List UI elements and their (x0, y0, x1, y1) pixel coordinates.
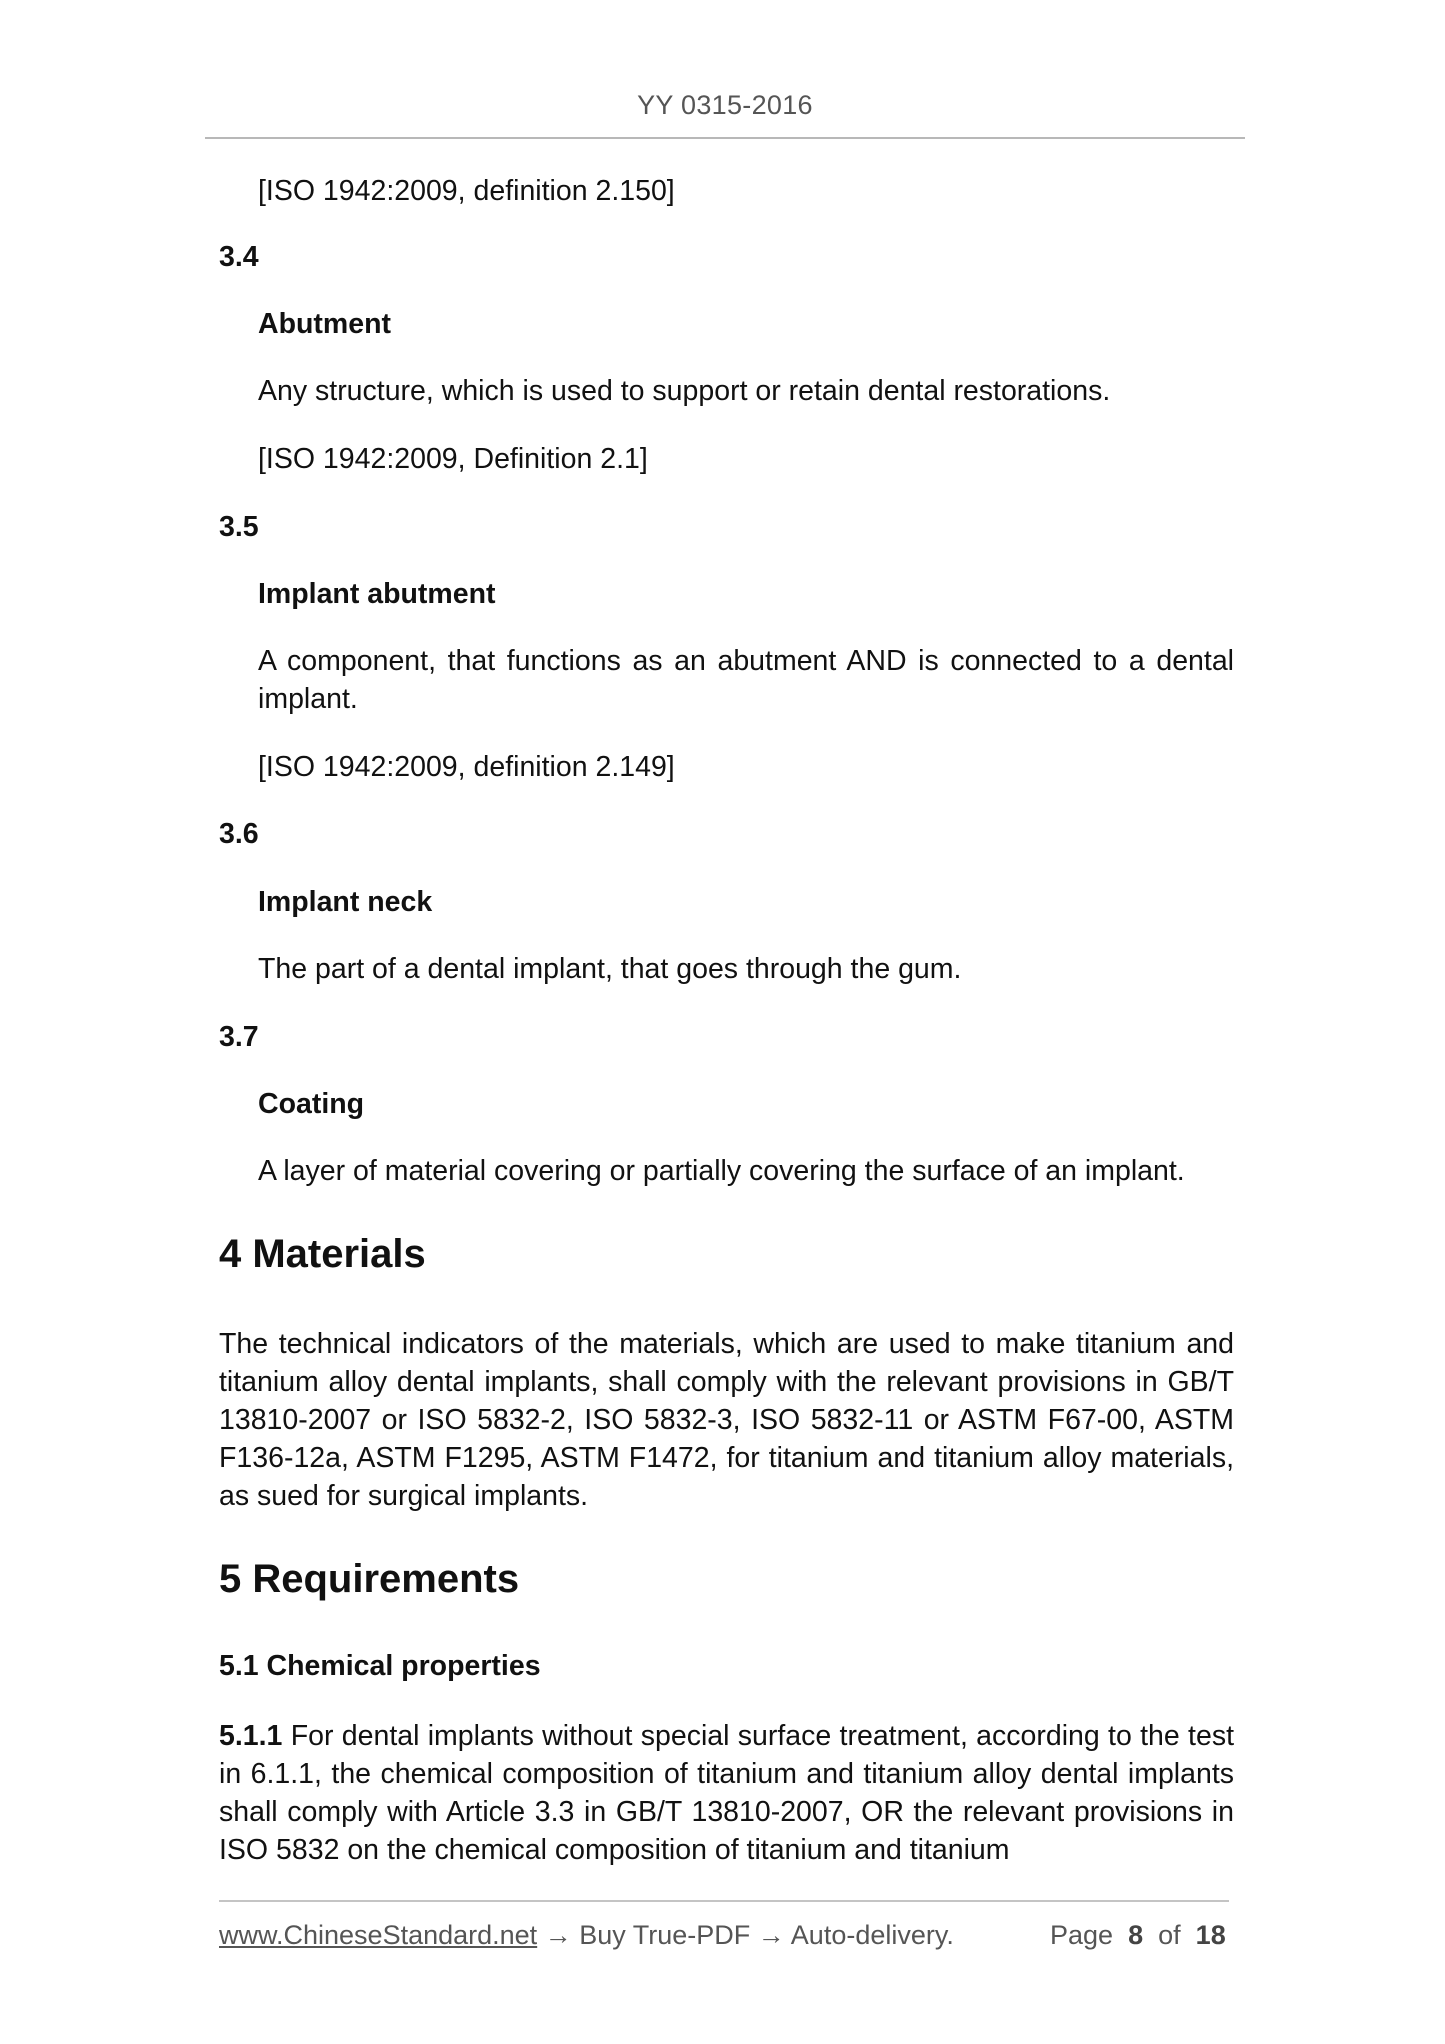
header-title: YY 0315-2016 (637, 90, 813, 120)
current-page-number: 8 (1128, 1920, 1144, 1950)
page-indicator (1050, 1920, 1226, 1951)
clause-number-5-1-1: 5.1.1 (219, 1720, 283, 1752)
clause-number-3-6: 3.6 (219, 818, 259, 850)
clause-number-3-5: 3.5 (219, 511, 259, 543)
definition-3-6: The part of a dental implant, that goes through the gum. (258, 953, 962, 985)
website-link[interactable]: www.ChineseStandard.net (219, 1920, 538, 1950)
of-label: of (1158, 1920, 1181, 1950)
paragraph-5-1-1 (219, 1717, 1234, 1869)
arrow-right-icon: → (757, 1920, 785, 1950)
clause-number-3-7: 3.7 (219, 1021, 259, 1053)
paragraph-5-1-1-text: For dental implants without special surface treatment, according to the test in 6.1.1, the chemical composition of titanium and titanium alloy dental implants shall comply with Article 3.3 in GB/T 13810-2007, OR the relevant provisions in ISO 5832 on the chemical composition of titanium and titanium (219, 1720, 1234, 1866)
section-heading-materials: 4 Materials (219, 1232, 426, 1276)
reference-3-3: [ISO 1942:2009, definition 2.150] (258, 175, 675, 207)
page-label: Page (1050, 1920, 1114, 1950)
definition-3-4: Any structure, which is used to support or retain dental restorations. (258, 375, 1111, 407)
materials-paragraph: The technical indicators of the materials, which are used to make titanium and titanium alloy dental implants, shall comply with the relevant provisions in GB/T 13810-2007 or ISO 5832-2, ISO 5832-3, ISO 5832-11 or ASTM F67-00, ASTM F136-12a, ASTM F1295, ASTM F1472, for titanium and titanium alloy materials, as sued for surgical implants. (219, 1328, 1234, 1512)
reference-3-4: [ISO 1942:2009, Definition 2.1] (258, 443, 648, 475)
buy-true-pdf-text: Buy True-PDF (579, 1920, 751, 1950)
definition-3-5: A component, that functions as an abutment AND is connected to a dental implant. (258, 645, 1234, 715)
term-implant-abutment: Implant abutment (258, 578, 496, 610)
term-implant-neck: Implant neck (258, 886, 433, 918)
definition-3-7: A layer of material covering or partially covering the surface of an implant. (258, 1155, 1185, 1187)
footer-divider (219, 1900, 1229, 1902)
term-coating: Coating (258, 1088, 365, 1120)
subsection-heading-chemical-properties: 5.1 Chemical properties (219, 1650, 541, 1682)
term-abutment: Abutment (258, 308, 391, 340)
header-divider (205, 137, 1245, 139)
arrow-right-icon: → (544, 1920, 572, 1950)
total-page-count: 18 (1195, 1920, 1226, 1950)
clause-number-3-4: 3.4 (219, 241, 259, 273)
reference-3-5: [ISO 1942:2009, definition 2.149] (258, 751, 675, 783)
section-heading-requirements: 5 Requirements (219, 1557, 520, 1601)
auto-delivery-text: Auto-delivery. (790, 1920, 954, 1950)
footer-promo (219, 1920, 954, 1951)
